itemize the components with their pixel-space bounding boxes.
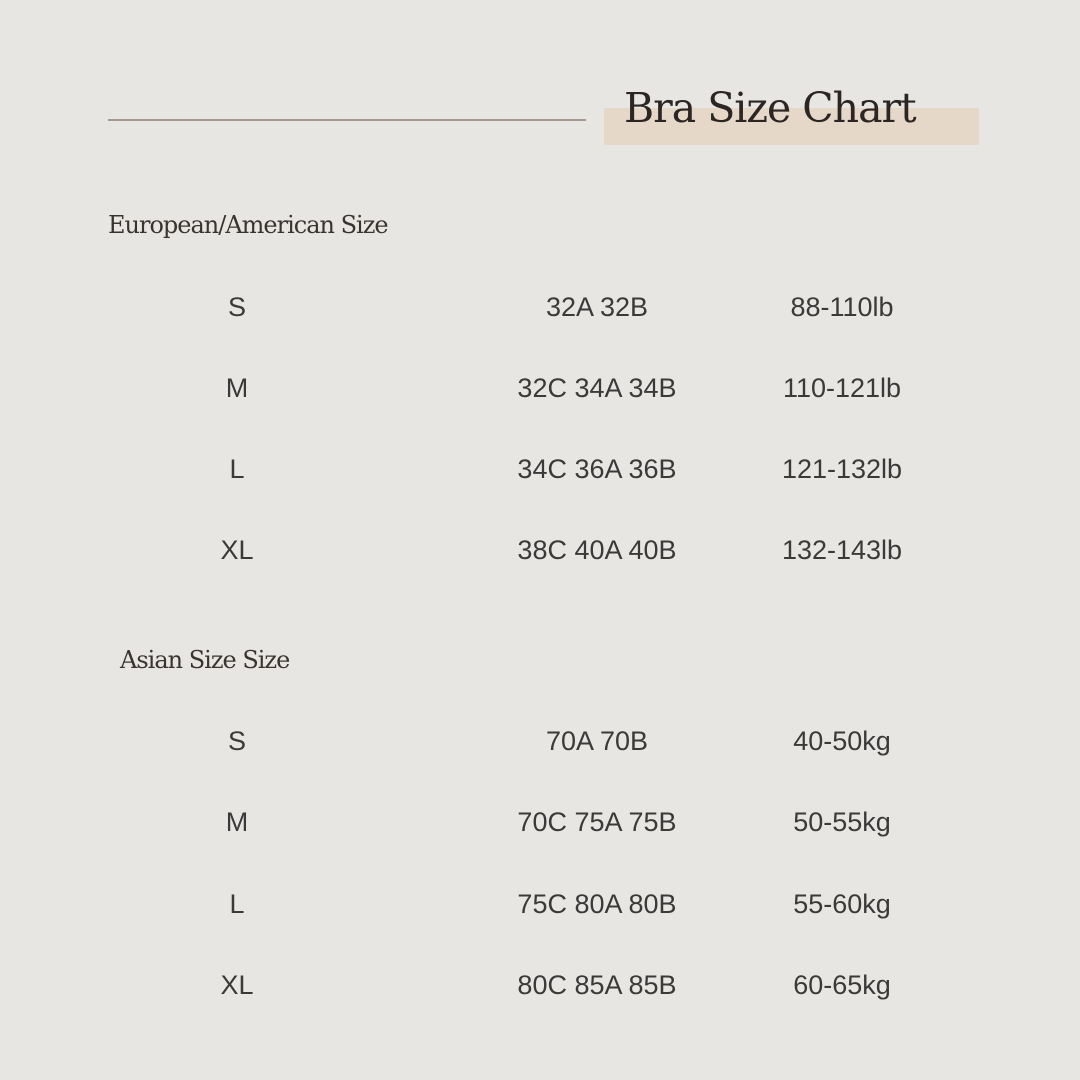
table-row (0, 802, 1080, 842)
cup-cell: 32C 34A 34B (517, 373, 677, 403)
weight-cell: 55-60kg (793, 889, 891, 919)
weight-cell: 50-55kg (793, 807, 891, 837)
table-row (0, 368, 1080, 408)
table-row (0, 721, 1080, 761)
section-heading-european-american: European/American Size (108, 211, 388, 239)
weight-cell: 88-110lb (790, 292, 894, 322)
cup-cell: 80C 85A 85B (517, 970, 677, 1000)
table-row (0, 449, 1080, 489)
title-rule (108, 119, 586, 121)
cup-cell: 75C 80A 80B (517, 889, 677, 919)
size-cell: M (225, 807, 249, 837)
table-row (0, 965, 1080, 1005)
size-cell: XL (220, 970, 254, 1000)
weight-cell: 110-121lb (782, 373, 902, 403)
size-cell: XL (220, 535, 254, 565)
size-cell: S (227, 292, 247, 322)
cup-cell: 70A 70B (545, 726, 649, 756)
size-cell: L (229, 889, 245, 919)
size-cell: M (225, 373, 249, 403)
cup-cell: 32A 32B (545, 292, 649, 322)
table-row (0, 530, 1080, 570)
table-row (0, 884, 1080, 924)
weight-cell: 60-65kg (793, 970, 891, 1000)
size-cell: S (227, 726, 247, 756)
weight-cell: 132-143lb (781, 535, 903, 565)
cup-cell: 34C 36A 36B (517, 454, 677, 484)
cup-cell: 38C 40A 40B (517, 535, 677, 565)
size-cell: L (229, 454, 245, 484)
weight-cell: 40-50kg (793, 726, 891, 756)
cup-cell: 70C 75A 75B (517, 807, 677, 837)
weight-cell: 121-132lb (781, 454, 903, 484)
page-title: Bra Size Chart (624, 84, 916, 132)
section-heading-asian: Asian Size Size (120, 646, 290, 674)
table-row (0, 287, 1080, 327)
